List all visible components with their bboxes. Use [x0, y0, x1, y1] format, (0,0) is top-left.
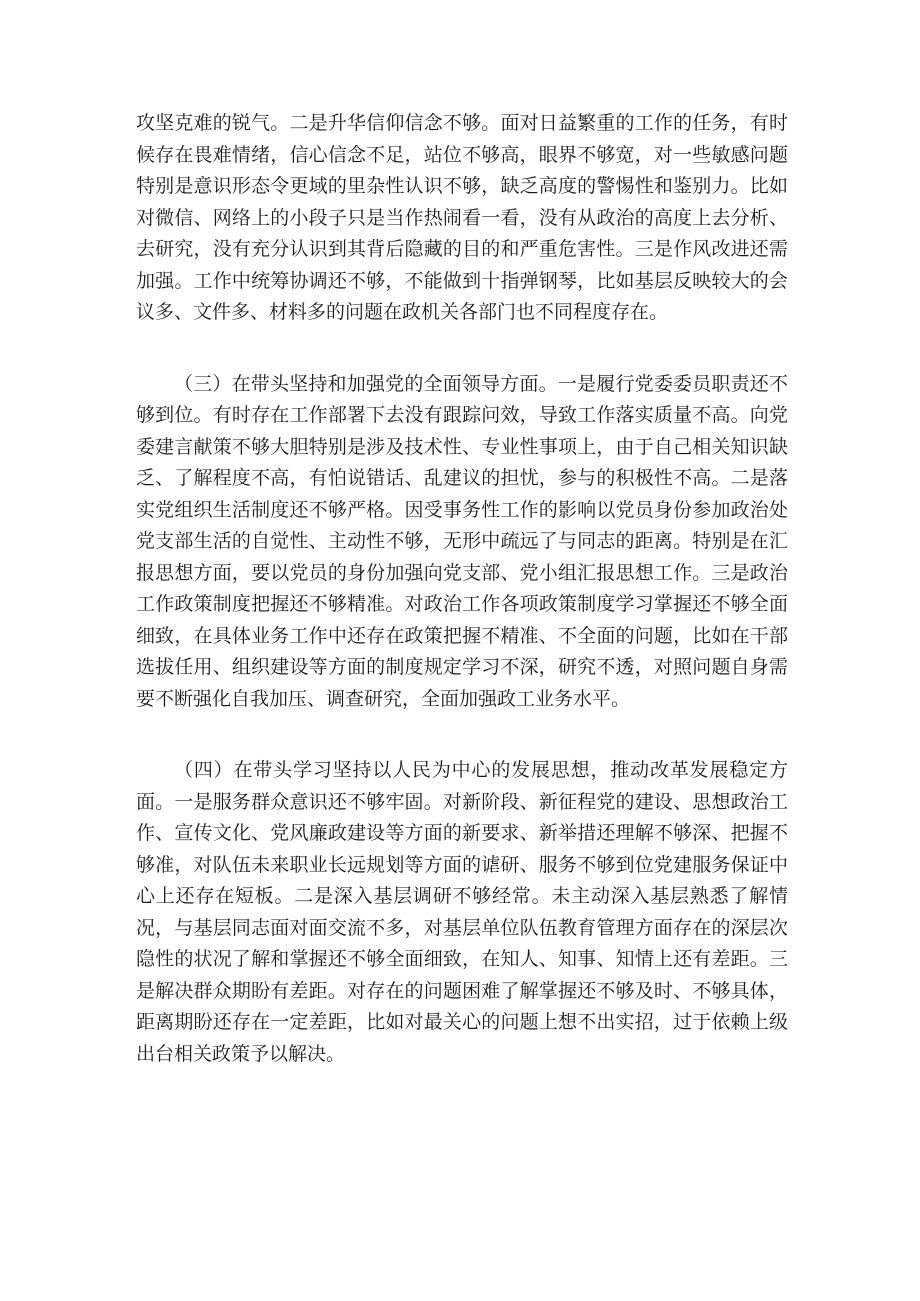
paragraph-spacer: [136, 329, 788, 369]
paragraph-section-four: （四）在带头学习坚持以人民为中心的发展思想，推动改革发展稳定方面。一是服务群众意识还不够牢固。对新阶段、新征程党的建设、思想政治工作、宣传文化、党风廉政建设等方面的新要求、新举措还理解不够深、把握不够准，对队伍未来职业长远规划等方面的谑研、服务不够到位党建服务保证中心上还存在短板。二是深入基层调研不够经常。未主动深入基层熟悉了解情况，与基层同志面对面交流不多，对基层单位队伍教育管理方面存在的深层次隐性的状况了解和掌握还不够全面细致，在知人、知事、知情上还有差距。三是解决群众期盼有差距。对存在的问题困难了解掌握还不够及时、不够具体，距离期盼还存在一定差距，比如对最关心的问题上想不出实招，过于依赖上级出台相关政策予以解决。: [136, 759, 788, 1065]
paragraph-spacer: [136, 715, 788, 755]
paragraph-section-three: （三）在带头坚持和加强党的全面领导方面。一是履行党委委员职责还不够到位。有时存在工作部署下去没有跟踪问效，导致工作落实质量不高。向党委建言献策不够大胆特别是涉及技术性、专业性事项上，由于自己相关知识缺乏、了解程度不高，有怕说错话、乱建议的担忧，参与的积极性不高。二是落实党组织生活制度还不够严格。因受事务性工作的影响以党员身份参加政治处党支部生活的自觉性、主动性不够，无形中疏远了与同志的距离。特别是在汇报思想方面，要以党员的身份加强向党支部、党小组汇报思想工作。三是政治工作政策制度把握还不够精准。对政治工作各项政策制度学习掌握还不够全面细致，在具体业务工作中还存在政策把握不精准、不全面的问题，比如在干部选拔任用、组织建设等方面的制度规定学习不深，研究不透，对照问题自身需要不断强化自我加压、调查研究，全面加强政工业务水平。: [136, 372, 788, 710]
paragraph-continuation: 攻坚克难的锐气。二是升华信仰信念不够。面对日益繁重的工作的任务，有时候存在畏难情绪，信心信念不足，站位不够高，眼界不够宽，对一些敏感问题特别是意识形态令更域的里杂性认识不够，缺乏高度的警惕性和鉴别力。比如对微信、网络上的小段子只是当作热闹看一看，没有从政治的高度上去分析、去研究，没有充分认识到其背后隐藏的目的和严重危害性。三是作风改进还需加强。工作中统筹协调还不够，不能做到十指弹钢琴，比如基层反映较大的会议多、文件多、材料多的问题在政机关各部门也不同程度存在。: [136, 112, 788, 323]
document-body: [136, 108, 788, 1070]
